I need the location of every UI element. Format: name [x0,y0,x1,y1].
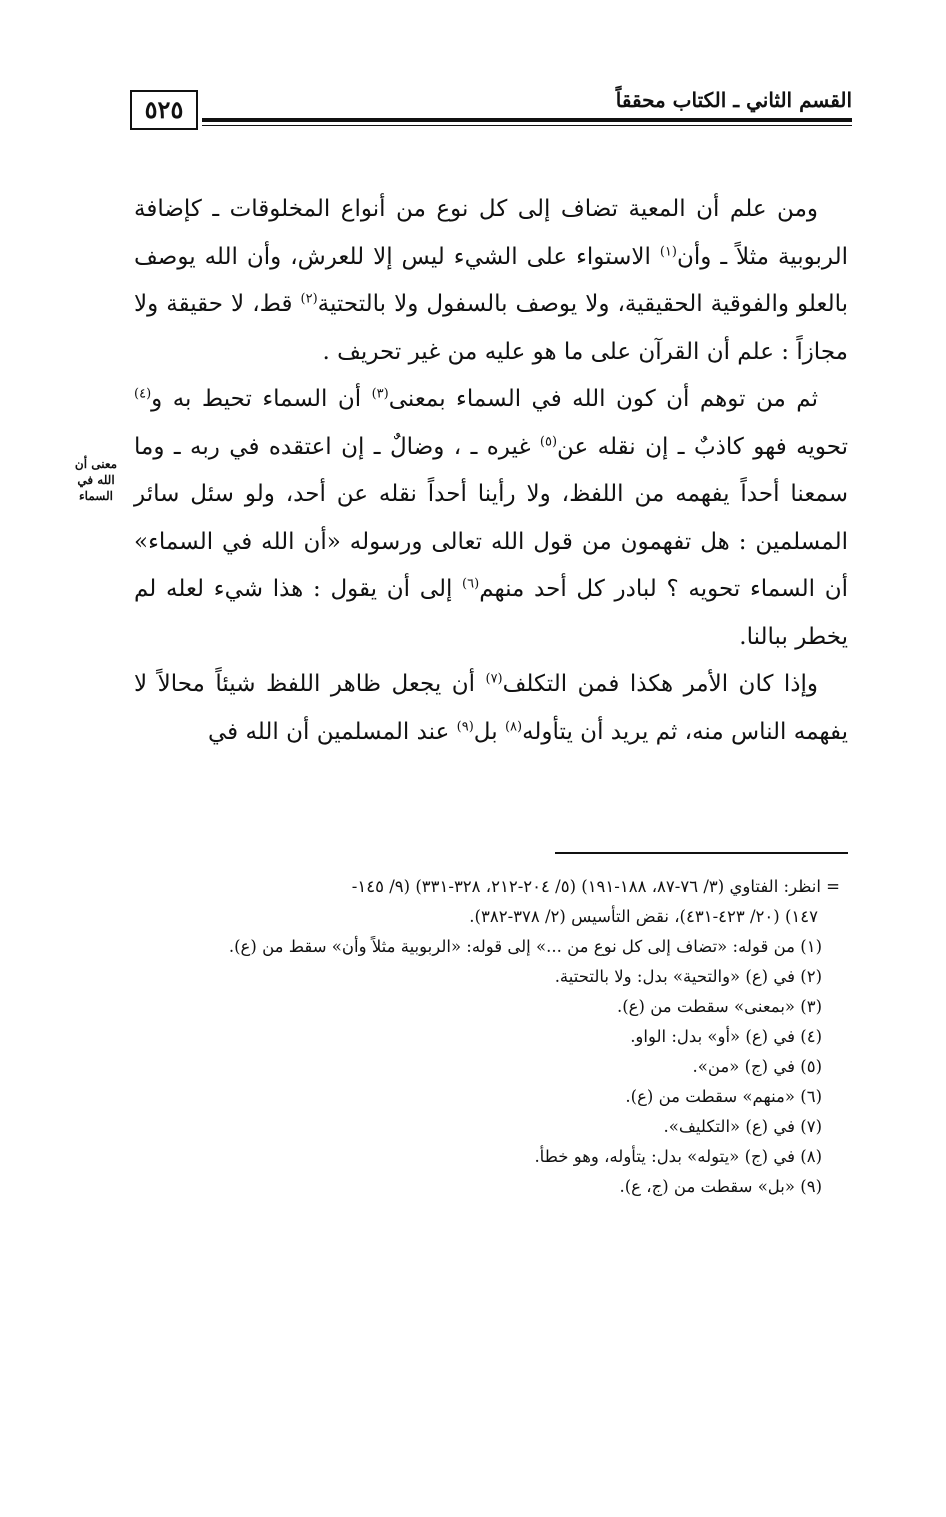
footnote-marker[interactable]: (٣) [371,386,389,402]
paragraph-text: قط، لا حقيقة ولا مجازاً : علم أن القرآن على ما هو عليه من غير تحريف . [134,291,848,365]
paragraph-text: غيره ـ ، وضالٌ ـ إن اعتقده في ربه ـ وما سمعنا أحداً يفهمه من اللفظ، ولا رأينا أحداً نقله عن أحد، ولو سئل سائر المسلمين : هل تفهمون من قول الله تعالى ورسوله «أن الله في السماء» أن السماء تحويه ؟ لبادر كل أحد منهم [134,433,848,602]
paragraph-text: بل [473,718,505,745]
running-title: القسم الثاني ـ الكتاب محققاً [615,88,852,112]
body-paragraph [134,186,848,376]
footnote-item: (٤) في (ع) «أو» بدل: الواو. [630,1027,822,1046]
footnote-item: (٥) في (ج) «من». [692,1057,822,1076]
page-number: ٥٢٥ [130,90,198,130]
header-rule-thin [202,125,852,126]
footnote-marker[interactable]: (٩) [456,718,474,734]
footnote-marker[interactable]: (٧) [485,671,503,687]
body-paragraph [134,376,848,661]
footnote-marker[interactable]: (٤) [134,386,152,402]
footnote-item: (٩) «بل» سقطت من (ج، ع). [619,1177,822,1196]
paragraph-text: ثم من توهم أن كون الله في السماء بمعنى [388,386,818,412]
footnotes [134,872,848,1202]
footnote-separator [555,852,848,854]
paragraph-text: وإذا كان الأمر هكذا فمن التكلف [502,671,818,697]
footnote-continuation-line: = انظر: الفتاوي (٣/ ٧٦-٨٧، ١٨٨-١٩١) (٥/ ٢٠٤-٢١٢، ٣٢٨-٣٣١) (٩/ ١٤٥- [351,877,840,896]
footnote-item: (٧) في (ع) «التكليف». [663,1117,822,1136]
main-text [134,186,848,756]
footnote-continuation [134,872,848,932]
footnote-item: (٦) «منهم» سقطت من (ع). [625,1087,822,1106]
paragraph-text: أن السماء تحيط به و [151,386,372,412]
footnote-item: (٣) «بمعنى» سقطت من (ع). [616,997,822,1016]
footnote-marker[interactable]: (١) [659,243,677,259]
body-paragraph [134,661,848,756]
paragraph-text: إلى أن يقول : هذا شيء لعله لم يخطر ببالنا. [134,576,848,650]
margin-note: معنى أن الله في السماء [74,457,118,503]
footnote-item: (٨) في (ج) «يتوله» بدل: يتأوله، وهو خطأ. [534,1147,822,1166]
page-header [130,88,852,138]
paragraph-text: عند المسلمين أن الله في [208,718,457,745]
footnote-continuation-line: ١٤٧) (٢٠/ ٤٢٣-٤٣١)، نقض التأسيس (٢/ ٣٧٨-٣٨٢). [469,907,818,926]
footnote-marker[interactable]: (٨) [504,718,523,734]
paragraph-text: أن يجعل ظاهر اللفظ شيئاً محالاً لا يفهمه الناس منه، ثم يريد أن يتأوله [134,671,848,745]
paragraph-text: تحويه فهو كاذبٌ ـ إن نقله عن [557,433,848,460]
paragraph-text: ومن علم أن المعية تضاف إلى كل نوع من أنواع المخلوقات ـ كإضافة الربوبية مثلاً ـ وأن [134,196,848,270]
footnote-marker[interactable]: (٦) [462,576,480,592]
footnote-item: (٢) في (ع) «والتحية» بدل: ولا بالتحتية. [554,967,822,986]
paragraph-text: الاستواء على الشيء ليس إلا للعرش، وأن الله يوصف بالعلو والفوقية الحقيقية، ولا يوصف بالسفول ولا بالتحتية [134,243,848,317]
footnote-marker[interactable]: (٥) [539,433,558,449]
footnote-marker[interactable]: (٢) [300,291,318,307]
footnote-item: (١) من قوله: «تضاف إلى كل نوع من ...» إلى قوله: «الربوبية مثلاً وأن» سقط من (ع). [228,937,822,956]
header-rule-thick [202,118,852,122]
